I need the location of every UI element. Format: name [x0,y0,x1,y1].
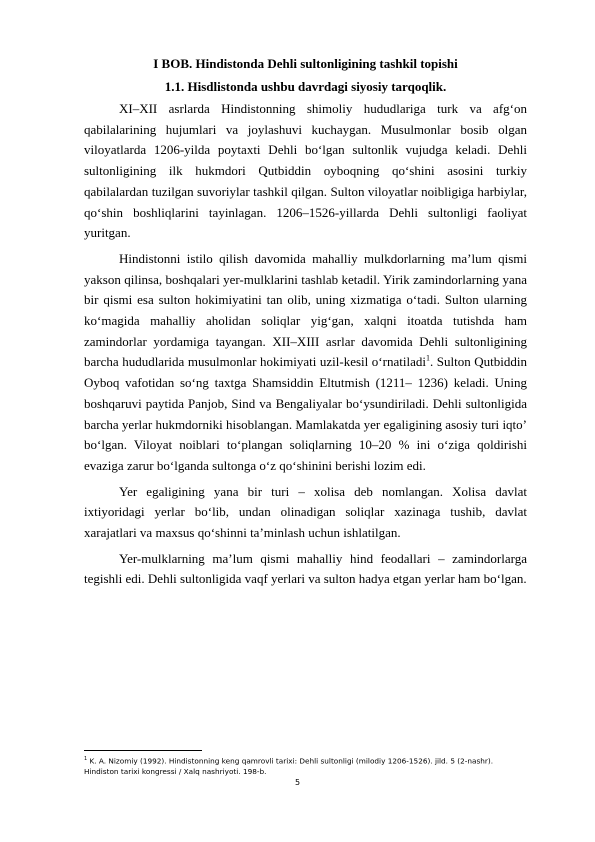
footnote-line-1 [84,754,544,766]
footnote-marker: 1 [84,756,88,762]
chapter-title: I BOB. Hindistonda Dehli sultonligining tashkil topishi [153,56,458,71]
section-title: 1.1. Hisdlistonda ushbu davrdagi siyosiy tarqoqlik. [164,79,447,94]
paragraph-2 [84,249,527,477]
footnote-reference[interactable]: 1 [425,354,430,364]
footnote-separator [84,750,202,751]
footnote [84,754,544,777]
paragraph-2-text-after: . Sulton Qutbiddin Oyboq vafotidan so‘ng taxtga Shamsiddin Eltutmish (1211– 1236) keladi. Uning boshqaruvi paytida Panjob, Sind va Bengaliyalar bo‘ysundiriladi. Dehli sultonligida barcha yerlar hukmdorniki hisoblangan. Mamlakatda yer egaligining asosiy turi iqto’ bo‘lgan. Viloyat noiblari to‘plangan soliqlarning 10–20 % ini o‘ziga qoldirishi evaziga zarur bo‘lganda sultonga o‘z qo‘shinini berishi lozim edi. [84,354,528,473]
footnote-line-2: Hindiston tarixi kongressi / Xalq nashriyoti. 198-b. [84,767,267,777]
paragraph-2-text-before: Hindistonni istilo qilish davomida mahalliy mulkdorlarning ma’lum qismi yakson qilinsa, boshqalari yer-mulklarini tashlab ketadil. Yirik zamindorlarning yana bir qismi esa sulton hokimiyatini tan olib, uning xizmatiga o‘tadi. Sulton ularning ko‘magida mahalliy aholidan soliqlar yig‘gan, xalqni itoatda tutishda ham zamindorlar yordamiga tayangan. XII–XIII asrlar davomida Dehli sultonligining barcha hududlarida musulmonlar hokimiyati uzil-kesil o‘rnatiladi [84,250,527,370]
document-page [84,55,527,595]
page-number: 5 [294,778,301,787]
paragraph-3: Yer egaligining yana bir turi – xolisa deb nomlangan. Xolisa davlat ixtiyoridagi yerlar bo‘lib, undan olinadigan soliqlar xazinaga tushib, davlat xarajatlari va maxsus qo‘shinni ta’minlash uchun ishlatilgan. [84,483,527,541]
paragraph-1: XI–XII asrlarda Hindistonning shimoliy hududlariga turk va afg‘on qabilalarining hujumlari va joylashuvi kuchaygan. Musulmonlar bosib olgan viloyatlarda 1206-yilda poytaxti Dehli bo‘lgan sultonlik vujudga keladi. Dehli sultonligining ilk hukmdori Qutbiddin oyboqning qo‘shini asosini turkiy qabilalardan tuzilgan suvoriylar tashkil qilgan. Sulton viloyatlar noibligiga harbiylar, qo‘shin boshliqlarini tayinlagan. 1206–1526-yillarda Dehli sultonligi faoliyat yuritgan. [84,101,527,241]
footnote-text-1: K. A. Nizomiy (1992). Hindistonning keng qamrovli tarixi: Dehli sultonligi (milodiy 1206-1526). jild. 5 (2-nashr). [87,756,494,766]
paragraph-4: Yer-mulklarning ma’lum qismi mahalliy hind feodallari – zamindorlarga tegishli edi. Dehli sultonligida vaqf yerlari va sulton hadya etgan yerlar ham bo‘lgan. [84,550,527,587]
